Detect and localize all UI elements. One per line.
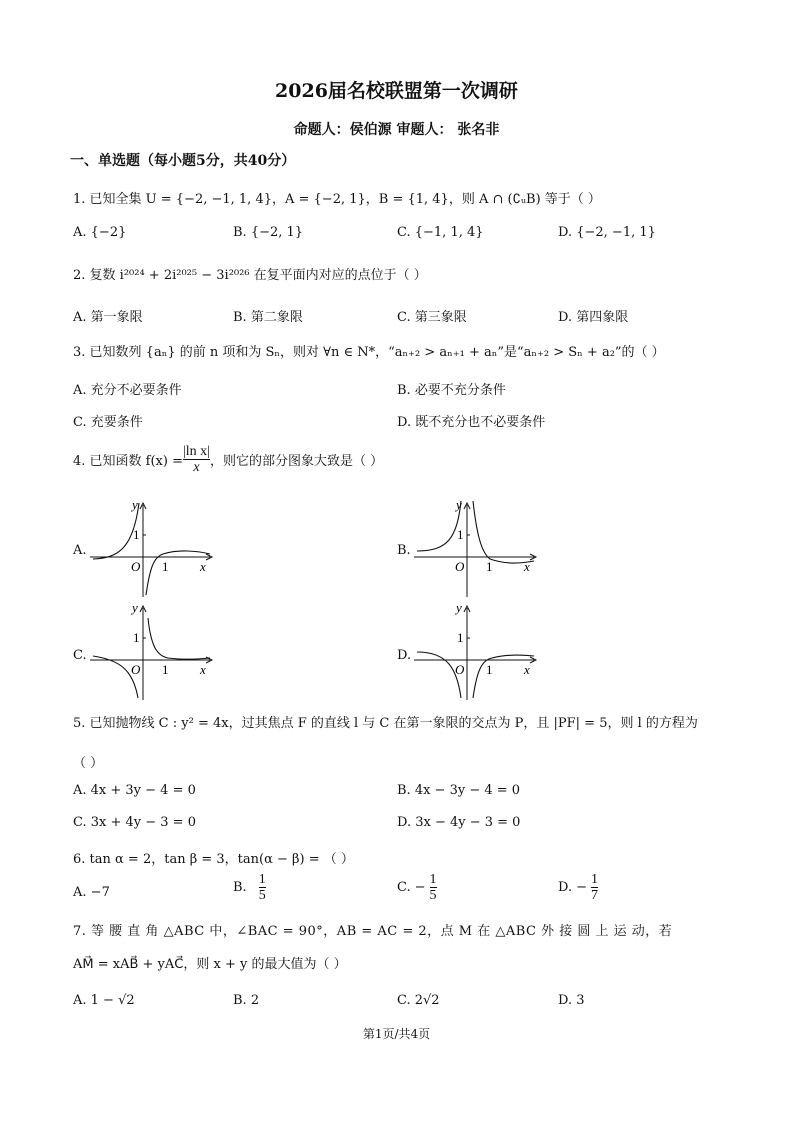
- page-footer: 第1页/共4页: [362, 1027, 431, 1041]
- function-graph: [88, 600, 220, 702]
- label-x-one: 1: [486, 662, 493, 677]
- q6-option-b-fraction: [259, 872, 266, 904]
- q3-option-a[interactable]: A. 充分不必要条件: [73, 383, 182, 398]
- q6-option-b[interactable]: [233, 872, 266, 904]
- label-y: y: [132, 600, 138, 615]
- q6-option-d-sign: −: [576, 880, 587, 896]
- question-5-stem-cont: （ ）: [73, 756, 104, 771]
- label-origin: O: [455, 559, 465, 574]
- label-x-one: 1: [486, 559, 493, 574]
- denominator: 5: [429, 888, 437, 904]
- q4-denominator: x: [193, 460, 200, 476]
- q7-option-b[interactable]: B. 2: [233, 993, 260, 1008]
- question-1-stem: 1. 已知全集 U = {−2, −1, 1, 4}，A = {−2, 1}，B = {1, 4}，则 A ∩ (∁ᵤB) 等于（ ）: [73, 192, 601, 207]
- label-y: y: [456, 600, 462, 615]
- graph-option-d: [412, 600, 544, 706]
- graph-option-a: [88, 497, 220, 603]
- curve-branch-left: [417, 501, 461, 551]
- q1-option-c[interactable]: C. {−1, 1, 4}: [397, 225, 484, 240]
- q1-option-b[interactable]: B. {−2, 1}: [233, 225, 304, 240]
- q6-option-c-fraction: [430, 872, 437, 904]
- q4-option-d[interactable]: D.: [397, 648, 412, 663]
- label-one: 1: [133, 630, 140, 645]
- q6-option-a[interactable]: [73, 885, 110, 900]
- q2-option-d[interactable]: D. 第四象限: [558, 310, 629, 325]
- question-7-stem: 7. 等 腰 直 角 △ABC 中，∠BAC = 90°，AB = AC = 2，点 M 在 △ABC 外 接 圆 上 运 动，若: [73, 924, 673, 939]
- label-x: x: [200, 559, 206, 574]
- numerator: 1: [258, 872, 266, 887]
- question-4-stem: [73, 444, 383, 476]
- graph-option-c: [88, 600, 220, 706]
- q4-stem-prefix: 4. 已知函数 f(x) =: [73, 454, 183, 470]
- q6-option-d[interactable]: [558, 872, 598, 904]
- q1-option-a[interactable]: A. {−2}: [73, 225, 127, 240]
- numerator: 1: [591, 872, 598, 887]
- label-one: 1: [133, 527, 140, 542]
- function-graph: [412, 600, 544, 702]
- q4-stem-suffix: ，则它的部分图象大致是（ ）: [209, 454, 384, 470]
- function-graph: [88, 497, 220, 599]
- q2-option-b[interactable]: B. 第二象限: [233, 310, 303, 325]
- q7-option-a[interactable]: A. 1 − √2: [73, 993, 135, 1008]
- q4-option-c[interactable]: C.: [73, 648, 87, 663]
- label-origin: O: [455, 662, 465, 677]
- label-x: x: [524, 662, 530, 677]
- q6-option-c[interactable]: [397, 872, 437, 904]
- q1-option-d[interactable]: D. {−2, −1, 1}: [558, 225, 656, 240]
- q6-option-a-label: A.: [73, 885, 87, 900]
- q4-option-a[interactable]: A.: [73, 543, 87, 558]
- q5-option-b[interactable]: B. 4x − 3y − 4 = 0: [397, 783, 521, 798]
- label-one: 1: [457, 527, 464, 542]
- section-heading: 一、单选题（每小题5分，共40分）: [70, 153, 296, 169]
- q7-option-d[interactable]: D. 3: [558, 993, 585, 1008]
- denominator: 7: [591, 888, 598, 904]
- q4-numerator: |ln x|: [182, 444, 210, 459]
- q7-option-c[interactable]: C. 2√2: [397, 993, 440, 1008]
- page-title: 2026届名校联盟第一次调研: [275, 80, 518, 102]
- q6-option-b-label: B.: [233, 880, 247, 896]
- q2-option-a[interactable]: A. 第一象限: [73, 310, 143, 325]
- label-x-one: 1: [162, 662, 169, 677]
- q5-option-d[interactable]: D. 3x − 4y − 3 = 0: [397, 815, 521, 830]
- q4-fraction: [183, 444, 210, 476]
- q2-option-c[interactable]: C. 第三象限: [397, 310, 467, 325]
- q6-option-d-label: D.: [558, 880, 573, 896]
- label-y: y: [132, 497, 138, 512]
- q6-option-c-sign: −: [414, 880, 426, 896]
- authors-line: 命题人：侯伯源 审题人： 张名非: [293, 122, 500, 138]
- q3-option-d[interactable]: D. 既不充分也不必要条件: [397, 415, 546, 430]
- label-x-one: 1: [162, 559, 169, 574]
- denominator: 5: [258, 888, 266, 904]
- question-6-stem: 6. tan α = 2，tan β = 3，tan(α − β) = （ ）: [73, 852, 354, 867]
- curve-branch-right: [473, 501, 534, 563]
- label-one: 1: [457, 630, 464, 645]
- numerator: 1: [429, 872, 437, 887]
- question-2-stem: 2. 复数 i²⁰²⁴ + 2i²⁰²⁵ − 3i²⁰²⁶ 在复平面内对应的点位于（ ）: [73, 268, 427, 283]
- question-3-stem: 3. 已知数列 {aₙ} 的前 n 项和为 Sₙ，则对 ∀n ∈ N*，“aₙ₊₂ > aₙ₊₁ + aₙ”是“aₙ₊₂ > Sₙ + a₂”的（ ）: [73, 345, 665, 360]
- graph-option-b: [412, 497, 544, 603]
- question-5-stem: 5. 已知抛物线 C : y² = 4x，过其焦点 F 的直线 l 与 C 在第一象限的交点为 P，且 |PF| = 5，则 l 的方程为: [73, 716, 698, 731]
- function-graph: [412, 497, 544, 599]
- q5-option-c[interactable]: C. 3x + 4y − 3 = 0: [73, 815, 196, 830]
- q4-option-b[interactable]: B.: [397, 543, 411, 558]
- q5-option-a[interactable]: A. 4x + 3y − 4 = 0: [73, 783, 196, 798]
- label-origin: O: [131, 662, 141, 677]
- label-x: x: [524, 559, 530, 574]
- question-7-stem-cont: AM⃗ = xAB⃗ + yAC⃗，则 x + y 的最大值为（ ）: [73, 957, 347, 972]
- q3-option-b[interactable]: B. 必要不充分条件: [397, 383, 506, 398]
- label-x: x: [200, 662, 206, 677]
- q6-option-c-label: C.: [397, 880, 411, 896]
- curve-branch-right: [148, 618, 210, 659]
- q6-option-d-fraction: [591, 872, 598, 904]
- label-y: y: [456, 497, 462, 512]
- label-origin: O: [131, 559, 141, 574]
- q6-option-a-value: −7: [90, 885, 110, 900]
- q3-option-c[interactable]: C. 充要条件: [73, 415, 143, 430]
